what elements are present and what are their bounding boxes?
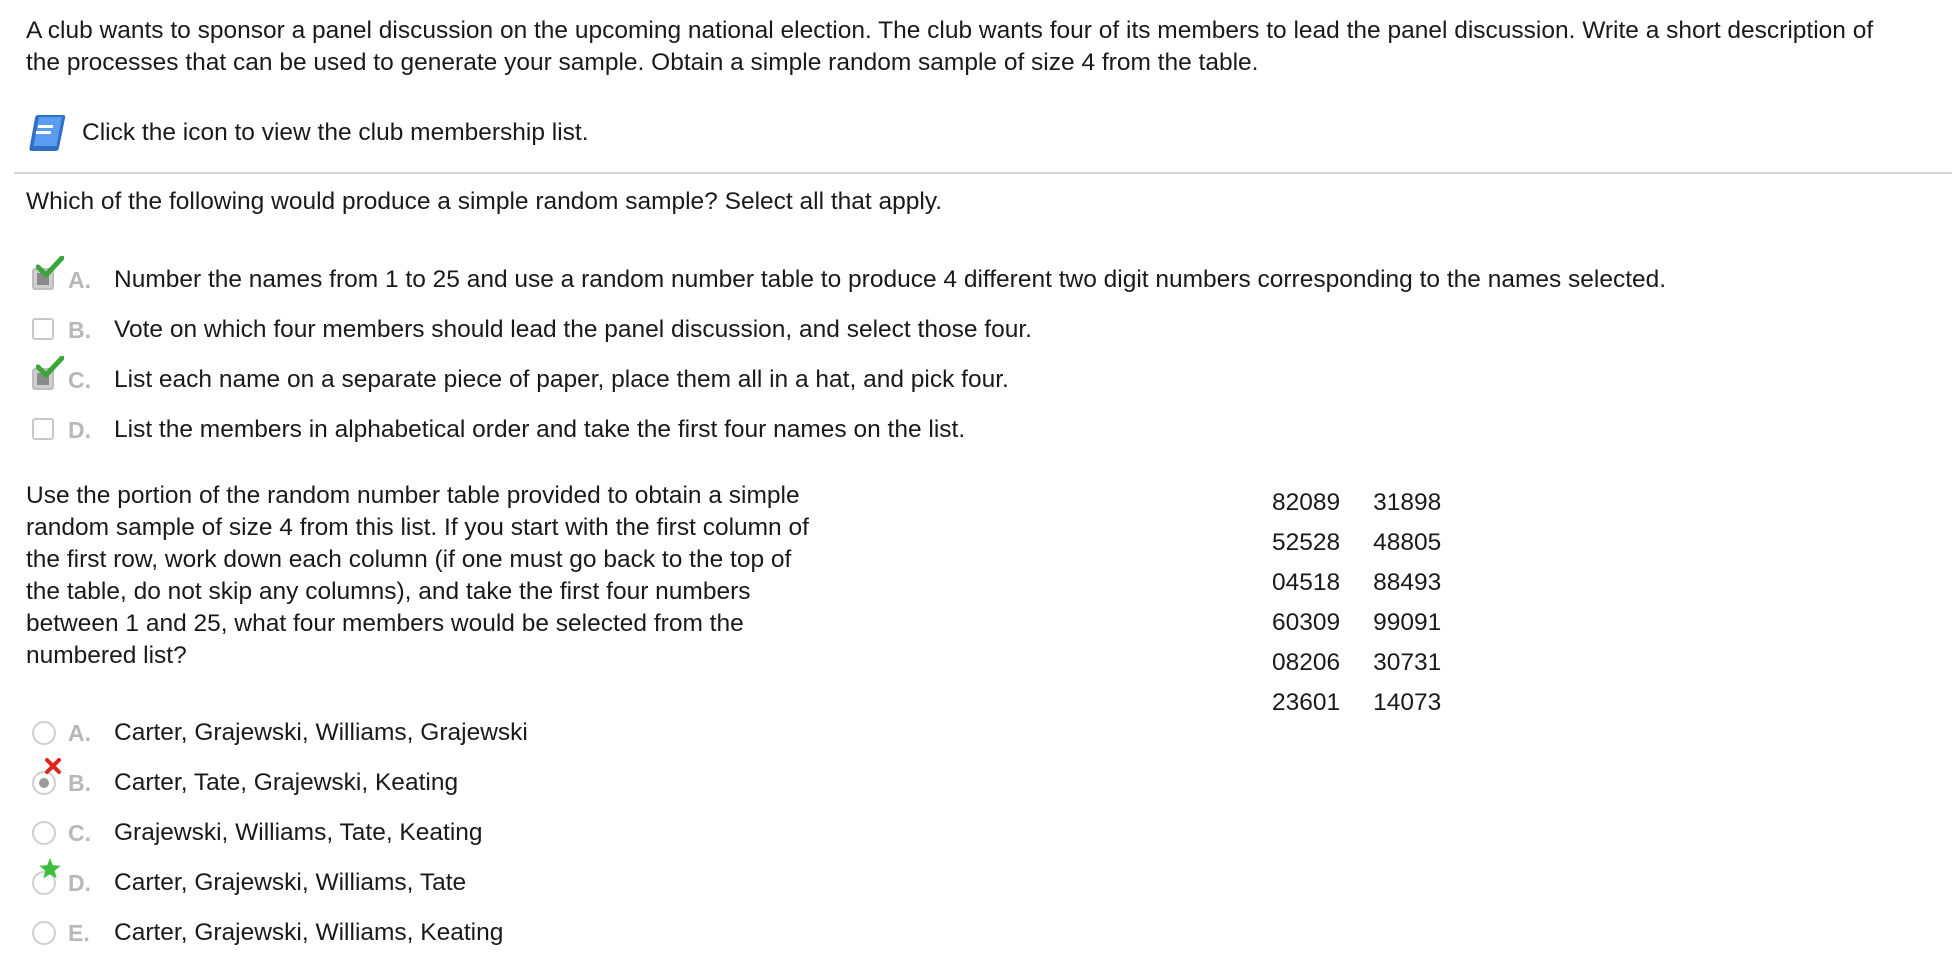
option-text: Grajewski, Williams, Tate, Keating xyxy=(114,819,483,846)
question2-prompt: Use the portion of the random number table provided to obtain a simple random sample of size 4 from this list. If you start with the first column of the first row, work down each column (if one must go back to the top of the table, do not skip any columns), and take the first four numbers between 1 and 25, what four members would be selected from the numbered list? xyxy=(26,482,809,669)
table-cell: 31898 xyxy=(1373,489,1442,516)
q2-option-a[interactable] xyxy=(28,715,528,751)
membership-list-row xyxy=(26,112,589,154)
table-row xyxy=(1272,483,1458,523)
option-letter: A. xyxy=(68,266,91,293)
checkmark-icon xyxy=(36,256,64,278)
table-row xyxy=(1272,643,1458,683)
random-number-table xyxy=(1272,483,1458,723)
option-text: Carter, Grajewski, Williams, Grajewski xyxy=(114,719,528,746)
option-text: Carter, Grajewski, Williams, Tate xyxy=(114,869,467,896)
q2-option-d[interactable] xyxy=(28,865,466,901)
table-row xyxy=(1272,523,1458,563)
option-letter: B. xyxy=(68,769,91,796)
option-letter: E. xyxy=(68,919,90,946)
table-cell: 52528 xyxy=(1272,529,1341,556)
option-letter: D. xyxy=(68,869,91,896)
checkmark-icon xyxy=(36,356,64,378)
membership-list-link[interactable]: Click the icon to view the club membership list. xyxy=(82,119,589,146)
q1-option-c[interactable] xyxy=(28,362,1009,398)
table-cell: 23601 xyxy=(1272,689,1341,716)
table-row xyxy=(1272,683,1458,723)
q1-option-d[interactable] xyxy=(28,412,965,448)
table-cell: 14073 xyxy=(1373,689,1442,716)
option-text: Vote on which four members should lead the panel discussion, and select those four. xyxy=(114,316,1032,343)
problem-intro: A club wants to sponsor a panel discussion on the upcoming national election. The club wants four of its members to lead the panel discussion. Write a short description of the processes that can be used to generate your sample. Obtain a simple random sample of size 4 from the table. xyxy=(26,17,1874,76)
q2-option-b[interactable] xyxy=(28,765,458,801)
table-cell: 48805 xyxy=(1373,529,1442,556)
book-icon[interactable] xyxy=(26,112,68,154)
checkbox[interactable] xyxy=(32,418,54,440)
star-icon xyxy=(38,857,62,881)
option-text: Carter, Grajewski, Williams, Keating xyxy=(114,919,504,946)
table-cell: 88493 xyxy=(1373,569,1442,596)
q2-option-e[interactable] xyxy=(28,915,503,951)
option-letter: C. xyxy=(68,366,91,393)
question1-prompt: Which of the following would produce a simple random sample? Select all that apply. xyxy=(26,188,943,215)
option-text: List each name on a separate piece of paper, place them all in a hat, and pick four. xyxy=(114,366,1009,393)
option-letter: C. xyxy=(68,819,91,846)
table-cell: 04518 xyxy=(1272,569,1341,596)
table-cell: 08206 xyxy=(1272,649,1341,676)
radio-button[interactable] xyxy=(32,821,56,845)
table-row xyxy=(1272,563,1458,603)
q1-option-a[interactable] xyxy=(28,262,1666,298)
table-cell: 82089 xyxy=(1272,489,1341,516)
option-letter: B. xyxy=(68,316,91,343)
incorrect-x-icon xyxy=(44,757,62,775)
q2-option-c[interactable] xyxy=(28,815,483,851)
table-cell: 30731 xyxy=(1373,649,1442,676)
option-text: List the members in alphabetical order and take the first four names on the list. xyxy=(114,416,966,443)
q1-option-b[interactable] xyxy=(28,312,1032,348)
table-cell: 99091 xyxy=(1373,609,1442,636)
option-text: Carter, Tate, Grajewski, Keating xyxy=(114,769,459,796)
checkbox[interactable] xyxy=(32,318,54,340)
radio-button[interactable] xyxy=(32,921,56,945)
option-letter: A. xyxy=(68,719,91,746)
option-letter: D. xyxy=(68,416,91,443)
table-row xyxy=(1272,603,1458,643)
option-text: Number the names from 1 to 25 and use a random number table to produce 4 different two digit numbers corresponding to the names selected. xyxy=(114,266,1667,293)
radio-button[interactable] xyxy=(32,721,56,745)
table-cell: 60309 xyxy=(1272,609,1341,636)
divider xyxy=(14,172,1952,174)
